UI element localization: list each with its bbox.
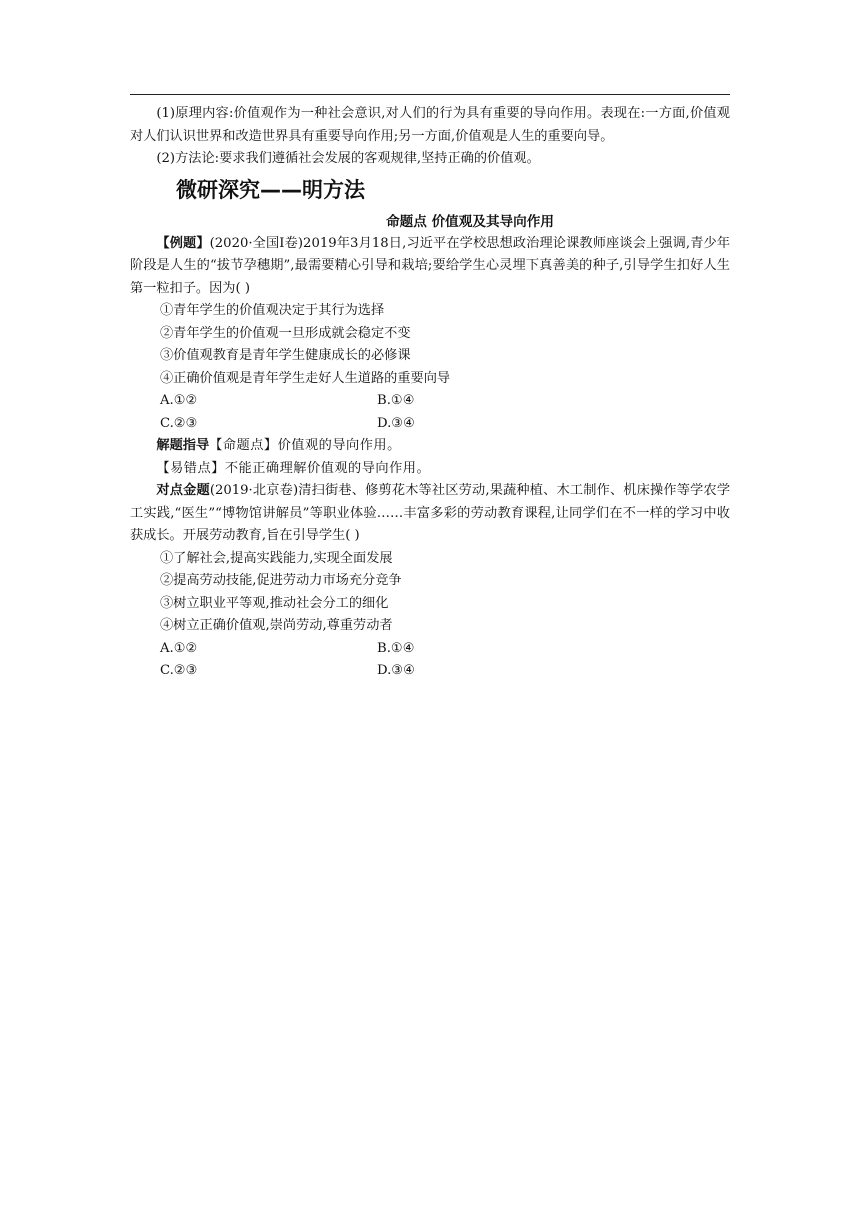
section-title: 微研深究——明方法 — [176, 177, 365, 202]
example-stem-text: (2020·全国Ⅰ卷)2019年3月18日,习近平在学校思想政治理论课教师座谈会上强调,青少年阶段是人生的“拔节孕穗期”,最需要精心引导和栽培;要给学生心灵埋下真善美的种子,引导学生扣好人生第一粒扣子。因为( ) — [130, 235, 731, 296]
guide-line-1 — [130, 435, 730, 458]
drill-option-3: ③树立职业平等观,推动社会分工的细化 — [160, 595, 389, 611]
example-option-1: ①青年学生的价值观决定于其行为选择 — [160, 303, 385, 318]
guide-line-2: 【易错点】不能正确理解价值观的导向作用。 — [156, 460, 431, 476]
example-choice-c: C.②③ — [160, 415, 198, 431]
example-option-3: ③价值观教育是青年学生健康成长的必修课 — [160, 348, 411, 363]
drill-choice-d: D.③④ — [377, 663, 415, 678]
guide-topic: 【命题点】价值观的导向作用。 — [209, 438, 401, 453]
drill-option-4: ④树立正确价值观,崇尚劳动,尊重劳动者 — [160, 618, 393, 633]
example-option-4: ④正确价值观是青年学生走好人生道路的重要向导 — [160, 370, 451, 386]
drill-choices-row-2 — [130, 660, 730, 683]
example-choice-a: A.①② — [160, 393, 198, 408]
example-choice-d: D.③④ — [377, 415, 415, 431]
example-stem — [130, 233, 730, 301]
principle-content: (1)原理内容:价值观作为一种社会意识,对人们的行为具有重要的导向作用。表现在:一方面,价值观对人们认识世界和改造世界具有重要导向作用;另一方面,价值观是人生的重要向导。 — [130, 106, 730, 144]
drill-choices-row-1 — [130, 638, 730, 661]
drill-option-2: ②提高劳动技能,促进劳动力市场充分竞争 — [160, 573, 402, 588]
drill-option-1: ①了解社会,提高实践能力,实现全面发展 — [160, 550, 393, 566]
page-content — [130, 103, 730, 683]
drill-stem-text: (2019·北京卷)清扫街巷、修剪花木等社区劳动,果蔬种植、木工制作、机床操作等学农学工实践,“医生”“博物馆讲解员”等职业体验……丰富多彩的劳动教育课程,让同学们在不一样的学习中收获成长。开展劳动教育,旨在引导学生( ) — [130, 483, 731, 543]
header-rule — [130, 94, 730, 95]
example-choice-b: B.①④ — [377, 393, 415, 408]
principle-method: (2)方法论:要求我们遵循社会发展的客观规律,坚持正确的价值观。 — [156, 151, 540, 166]
topic-subtitle: 命题点 价值观及其导向作用 — [386, 213, 554, 230]
drill-stem — [130, 480, 730, 548]
example-option-2: ②青年学生的价值观一旦形成就会稳定不变 — [160, 325, 411, 341]
guide-label: 解题指导 — [156, 438, 210, 453]
drill-label: 对点金题 — [156, 483, 210, 498]
example-choices-row-2 — [130, 413, 730, 436]
drill-choice-b: B.①④ — [377, 640, 415, 656]
drill-choice-c: C.②③ — [160, 663, 198, 678]
drill-choice-a: A.①② — [160, 640, 198, 656]
example-choices-row-1 — [130, 390, 730, 413]
example-label: 【例题】 — [156, 235, 210, 251]
